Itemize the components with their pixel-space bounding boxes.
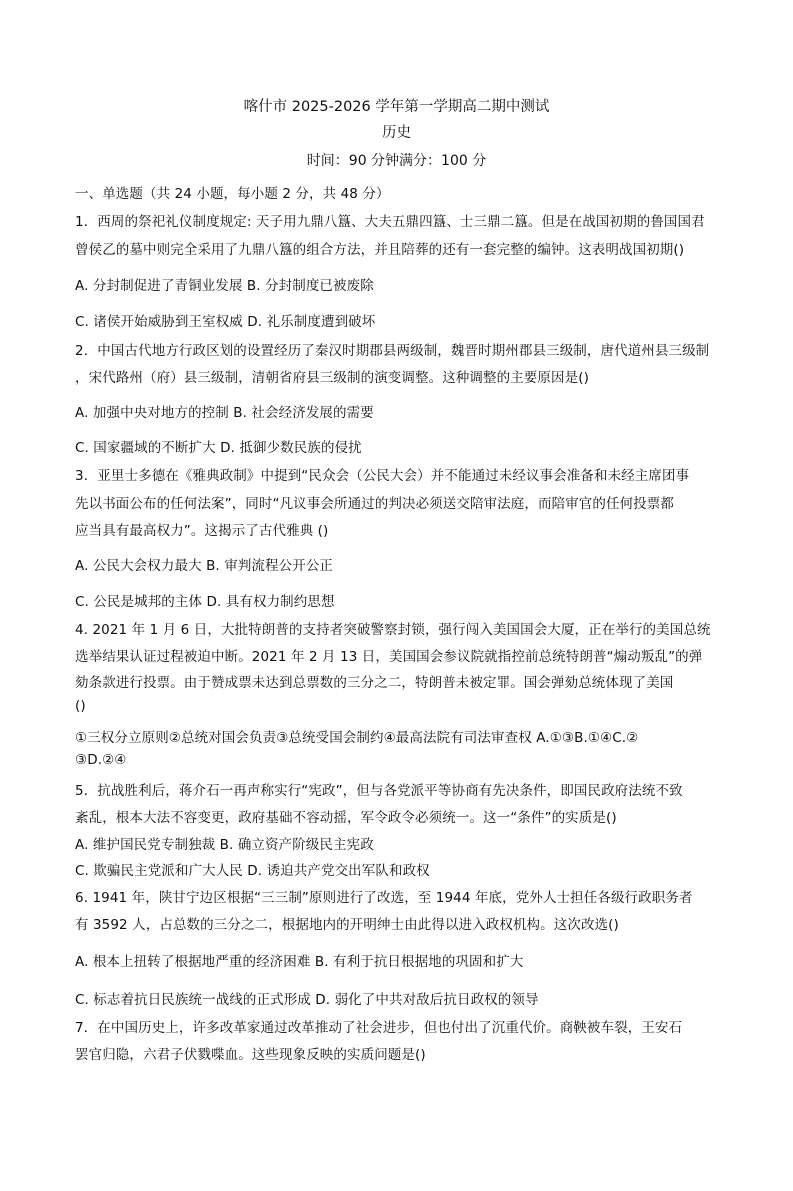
question-6-line-2: 有 3592 人，占总数的三分之二，根据地内的开明绅士由此得以进入政权机构。这次改选() xyxy=(75,917,619,933)
question-4-line-4: () xyxy=(75,698,86,714)
question-4-line-2: 选举结果认证过程被迫中断。2021 年 2 月 13 日，美国国会参议院就指控前总统特朗普“煽动叛乱”的弹 xyxy=(75,649,703,665)
question-3-options-cd: C. 公民是城邦的主体 D. 具有权力制约思想 xyxy=(75,594,335,610)
question-6-options-ab: A. 根本上扭转了根据地严重的经济困难 B. 有利于抗日根据地的巩固和扩大 xyxy=(75,954,524,970)
question-2-line-1: 2．中国古代地方行政区划的设置经历了秦汉时期郡县两级制，魏晋时期州郡县三级制，唐代道州县三级制 xyxy=(75,343,710,359)
question-5-line-1: 5．抗战胜利后，蒋介石一再声称实行“宪政”，但与各党派平等协商有先决条件，即国民政府法统不致 xyxy=(75,783,683,799)
question-2-line-2: ，宋代路州（府）县三级制，清朝省府县三级制的演变调整。这种调整的主要原因是() xyxy=(75,370,589,386)
question-7-line-1: 7．在中国历史上，许多改革家通过改革推动了社会进步，但也付出了沉重代价。商鞅被车裂，王安石 xyxy=(75,1020,683,1036)
question-4-line-3: 劾条款进行投票。由于赞成票未达到总票数的三分之二，特朗普未被定罪。国会弹劾总统体现了美国 xyxy=(75,675,674,691)
question-1-line-2: 曾侯乙的墓中则完全采用了九鼎八簋的组合方法，并且陪葬的还有一套完整的编钟。这表明战国初期() xyxy=(75,242,685,258)
question-1-options-cd: C. 诸侯开始威胁到王室权威 D. 礼乐制度遭到破坏 xyxy=(75,314,376,330)
question-5-line-2: 紊乱，根本大法不容变更，政府基础不容动摇，军令政令必须统一。这一“条件”的实质是() xyxy=(75,810,617,826)
question-2-options-ab: A. 加强中央对地方的控制 B. 社会经济发展的需要 xyxy=(75,405,374,421)
exam-time-info: 时间：90 分钟满分：100 分 xyxy=(306,153,487,169)
section-heading: 一、单选题（共 24 小题，每小题 2 分，共 48 分） xyxy=(75,186,390,202)
question-3-line-1: 3．亚里士多德在《雅典政制》中提到“民众会（公民大会）并不能通过未经议事会准备和未经主席团事 xyxy=(75,468,690,484)
question-5-options-cd: C. 欺骗民主党派和广大人民 D. 诱迫共产党交出军队和政权 xyxy=(75,863,430,879)
question-6-options-cd: C. 标志着抗日民族统一战线的正式形成 D. 弱化了中共对敌后抗日政权的领导 xyxy=(75,992,539,1008)
question-1-line-1: 1．西周的祭祀礼仪制度规定: 天子用九鼎八簋、大夫五鼎四簋、士三鼎二簋。但是在战国初期的鲁国国君 xyxy=(75,214,705,230)
question-7-line-2: 罢官归隐，六君子伏戮喋血。这些现象反映的实质问题是() xyxy=(75,1047,426,1063)
question-1-options-ab: A. 分封制促进了青铜业发展 B. 分封制度已被废除 xyxy=(75,278,374,294)
question-4-line-6: ③D.②④ xyxy=(75,752,127,768)
question-3-line-2: 先以书面公布的任何法案”，同时“凡议事会所通过的判决必须送交陪审法庭，而陪审官的任何投票都 xyxy=(75,496,674,512)
question-3-line-3: 应当具有最高权力”。这揭示了古代雅典 () xyxy=(75,523,329,539)
question-4-line-1: 4. 2021 年 1 月 6 日，大批特朗普的支持者突破警察封锁，强行闯入美国国会大厦，正在举行的美国总统 xyxy=(75,622,711,638)
question-3-options-ab: A. 公民大会权力最大 B. 审判流程公开公正 xyxy=(75,558,334,574)
question-6-line-1: 6. 1941 年，陕甘宁边区根据“三三制”原则进行了改选，至 1944 年底，党外人士担任各级行政职务者 xyxy=(75,890,693,906)
question-4-line-5: ①三权分立原则②总统对国会负责③总统受国会制约④最高法院有司法审查权 A.①③B.①④C.② xyxy=(75,730,639,746)
question-2-options-cd: C. 国家疆域的不断扩大 D. 抵御少数民族的侵扰 xyxy=(75,440,362,456)
exam-subject: 历史 xyxy=(382,125,411,141)
exam-title: 喀什市 2025-2026 学年第一学期高二期中测试 xyxy=(243,99,550,115)
question-5-options-ab: A. 维护国民党专制独裁 B. 确立资产阶级民主宪政 xyxy=(75,837,374,853)
